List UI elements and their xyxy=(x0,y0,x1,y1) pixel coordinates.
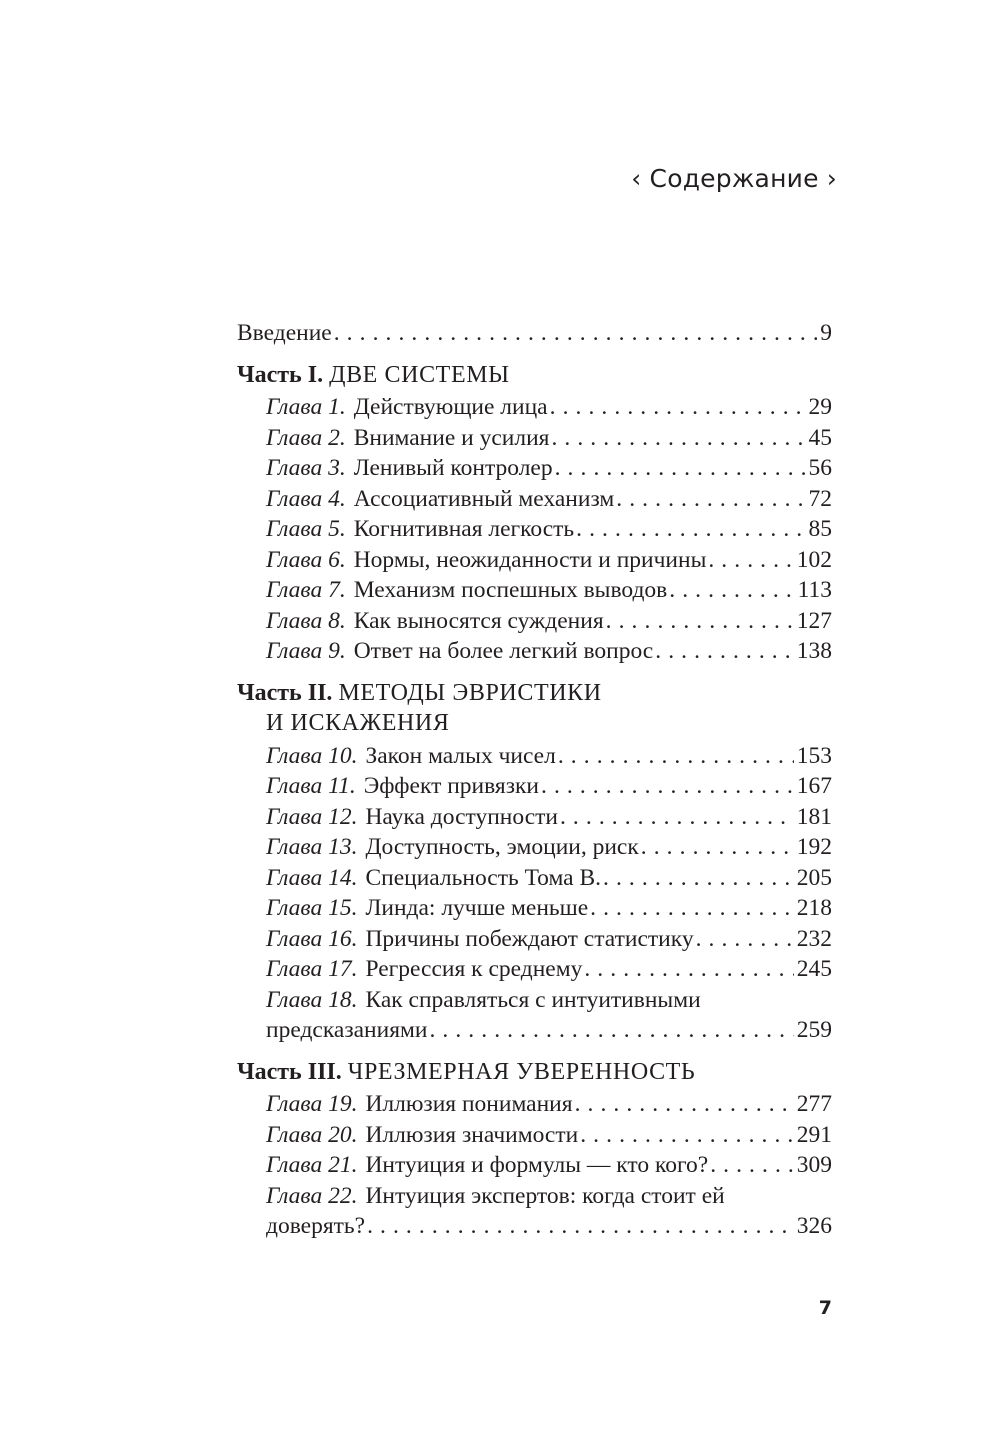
chapter-first-line xyxy=(237,1181,832,1212)
chapter-number: Глава 8. xyxy=(266,607,346,634)
table-of-contents xyxy=(237,318,832,1242)
chapter-number: Глава 7. xyxy=(266,577,346,603)
chapter-number: Глава 17. xyxy=(266,956,358,982)
chapter-page: 291 xyxy=(796,1121,832,1148)
chapter-page: 138 xyxy=(796,638,832,664)
chapter-page: 326 xyxy=(796,1213,832,1239)
chapter-title-continuation: доверять? xyxy=(266,1213,366,1239)
dot-leader xyxy=(669,575,794,606)
chapter-page: 205 xyxy=(796,864,832,891)
toc-entry-chapter-1[interactable] xyxy=(237,392,832,423)
dot-leader xyxy=(616,484,805,515)
chapter-page: 218 xyxy=(796,895,832,921)
toc-entry-chapter-22[interactable] xyxy=(237,1181,832,1242)
chapter-title: Когнитивная легкость xyxy=(353,516,575,542)
chapter-number: Глава 11. xyxy=(266,773,356,799)
part-title: МЕТОДЫ ЭВРИСТИКИ xyxy=(338,679,602,706)
chapter-title: Нормы, неожиданности и причины xyxy=(353,546,707,573)
chapter-title: Закон малых чисел xyxy=(365,742,556,769)
toc-entry-chapter-19[interactable] xyxy=(237,1089,832,1120)
chapter-title: Внимание и усилия xyxy=(353,424,550,451)
toc-entry-intro[interactable] xyxy=(237,318,832,349)
toc-entry-chapter-20[interactable] xyxy=(237,1120,832,1151)
toc-entry-chapter-6[interactable] xyxy=(237,545,832,576)
chapter-first-line xyxy=(237,985,832,1016)
dot-leader xyxy=(429,1015,793,1046)
chapter-continuation-line xyxy=(237,1211,832,1242)
toc-entry-chapter-10[interactable] xyxy=(237,741,832,772)
chapter-page: 45 xyxy=(808,424,832,451)
chapter-title-continuation: предсказаниями xyxy=(266,1017,428,1043)
part-title-continuation: И ИСКАЖЕНИЯ xyxy=(266,710,450,736)
chapter-page: 167 xyxy=(796,773,832,799)
chapter-page: 85 xyxy=(808,516,832,542)
part-heading-2 xyxy=(237,678,832,709)
chapter-number: Глава 18. xyxy=(266,986,358,1013)
part-label: Часть I. xyxy=(237,361,324,388)
chapter-number: Глава 5. xyxy=(266,516,346,542)
dot-leader xyxy=(575,1089,794,1120)
dot-leader xyxy=(655,636,794,667)
page-number: 7 xyxy=(818,1297,832,1319)
chapter-title: Доступность, эмоции, риск xyxy=(365,834,639,860)
chapter-title: Как справляться с интуитивными xyxy=(365,986,701,1013)
part-label: Часть II. xyxy=(237,679,333,706)
chapter-page: 56 xyxy=(808,455,832,481)
toc-entry-chapter-14[interactable] xyxy=(237,863,832,894)
chapter-title: Как выносятся суждения xyxy=(353,607,604,634)
chapter-page: 245 xyxy=(796,956,832,982)
dot-leader xyxy=(367,1211,794,1242)
toc-entry-chapter-11[interactable] xyxy=(237,771,832,802)
chapter-page: 309 xyxy=(796,1152,832,1178)
dot-leader xyxy=(584,954,793,985)
dot-leader xyxy=(541,771,794,802)
chapter-page: 153 xyxy=(796,742,832,769)
dot-leader xyxy=(550,392,806,423)
chapter-title: Иллюзия понимания xyxy=(365,1091,573,1117)
dot-leader xyxy=(708,545,793,576)
dot-leader xyxy=(580,1120,794,1151)
part-label: Часть III. xyxy=(237,1058,342,1085)
chapter-number: Глава 13. xyxy=(266,834,358,860)
chapter-page: 192 xyxy=(796,834,832,860)
toc-entry-chapter-3[interactable] xyxy=(237,453,832,484)
chapter-page: 127 xyxy=(796,607,832,634)
toc-entry-chapter-4[interactable] xyxy=(237,484,832,515)
chapter-page: 259 xyxy=(796,1017,832,1043)
toc-entry-page: 9 xyxy=(820,320,832,346)
chapter-number: Глава 16. xyxy=(266,925,358,952)
toc-entry-chapter-16[interactable] xyxy=(237,924,832,955)
part-title: ДВЕ СИСТЕМЫ xyxy=(329,361,510,388)
chapter-page: 181 xyxy=(796,803,832,830)
chapter-number: Глава 20. xyxy=(266,1121,358,1148)
chapter-number: Глава 6. xyxy=(266,546,346,573)
chapter-number: Глава 19. xyxy=(266,1091,358,1117)
chapter-title: Ответ на более легкий вопрос xyxy=(353,638,654,664)
chapter-number: Глава 3. xyxy=(266,455,346,481)
chapter-page: 29 xyxy=(808,394,832,420)
chapter-title: Регрессия к среднему xyxy=(365,956,583,982)
toc-entry-chapter-8[interactable] xyxy=(237,606,832,637)
chapter-number: Глава 4. xyxy=(266,485,346,512)
chapter-title: Интуиция экспертов: когда стоит ей xyxy=(365,1182,725,1209)
toc-entry-chapter-12[interactable] xyxy=(237,802,832,833)
chapter-title: Наука доступности xyxy=(365,803,558,830)
toc-entry-chapter-7[interactable] xyxy=(237,575,832,606)
chapter-title: Эффект привязки xyxy=(363,773,539,799)
dot-leader xyxy=(555,453,806,484)
chapter-page: 232 xyxy=(796,925,832,952)
dot-leader xyxy=(560,802,794,833)
chapter-number: Глава 9. xyxy=(266,638,346,664)
chapter-title: Интуиция и формулы — кто кого? xyxy=(365,1152,709,1178)
chapter-number: Глава 14. xyxy=(266,864,358,891)
chapter-title: Действующие лица xyxy=(353,394,548,420)
chapter-title: Линда: лучше меньше xyxy=(365,895,589,921)
chapter-title: Иллюзия значимости xyxy=(365,1121,579,1148)
dot-leader xyxy=(603,863,794,894)
chapter-number: Глава 21. xyxy=(266,1152,358,1178)
chapter-page: 102 xyxy=(796,546,832,573)
chapter-page: 277 xyxy=(796,1091,832,1117)
chapter-number: Глава 12. xyxy=(266,803,358,830)
dot-leader xyxy=(590,893,794,924)
toc-entry-chapter-13[interactable] xyxy=(237,832,832,863)
chapter-page: 113 xyxy=(797,577,832,603)
toc-entry-chapter-18[interactable] xyxy=(237,985,832,1046)
toc-entry-chapter-21[interactable] xyxy=(237,1150,832,1181)
chapter-number: Глава 15. xyxy=(266,895,358,921)
running-head: ‹ Содержание › xyxy=(631,164,837,193)
chapter-continuation-line xyxy=(237,1015,832,1046)
chapter-number: Глава 2. xyxy=(266,424,346,451)
chapter-number: Глава 1. xyxy=(266,394,346,420)
dot-leader xyxy=(551,423,805,454)
toc-entry-chapter-15[interactable] xyxy=(237,893,832,924)
dot-leader xyxy=(334,318,818,349)
chapter-title: Специальность Тома В. xyxy=(365,864,602,891)
chapter-title: Причины побеждают статистику xyxy=(365,925,694,952)
dot-leader xyxy=(558,741,794,772)
dot-leader xyxy=(576,514,805,545)
chapter-title: Ассоциативный механизм xyxy=(353,485,615,512)
chapter-title: Ленивый контролер xyxy=(353,455,553,481)
toc-entry-title: Введение xyxy=(237,320,332,346)
dot-leader xyxy=(710,1150,794,1181)
toc-entry-chapter-9[interactable] xyxy=(237,636,832,667)
chapter-page: 72 xyxy=(808,485,832,512)
chapter-number: Глава 22. xyxy=(266,1182,358,1209)
part-heading-3 xyxy=(237,1057,832,1088)
toc-entry-chapter-2[interactable] xyxy=(237,423,832,454)
toc-entry-chapter-17[interactable] xyxy=(237,954,832,985)
part-title: ЧРЕЗМЕРНАЯ УВЕРЕННОСТЬ xyxy=(347,1058,696,1085)
chapter-number: Глава 10. xyxy=(266,742,358,769)
dot-leader xyxy=(696,924,794,955)
dot-leader xyxy=(606,606,794,637)
toc-entry-chapter-5[interactable] xyxy=(237,514,832,545)
part-heading-1 xyxy=(237,360,832,391)
dot-leader xyxy=(641,832,794,863)
chapter-title: Механизм поспешных выводов xyxy=(353,577,668,603)
